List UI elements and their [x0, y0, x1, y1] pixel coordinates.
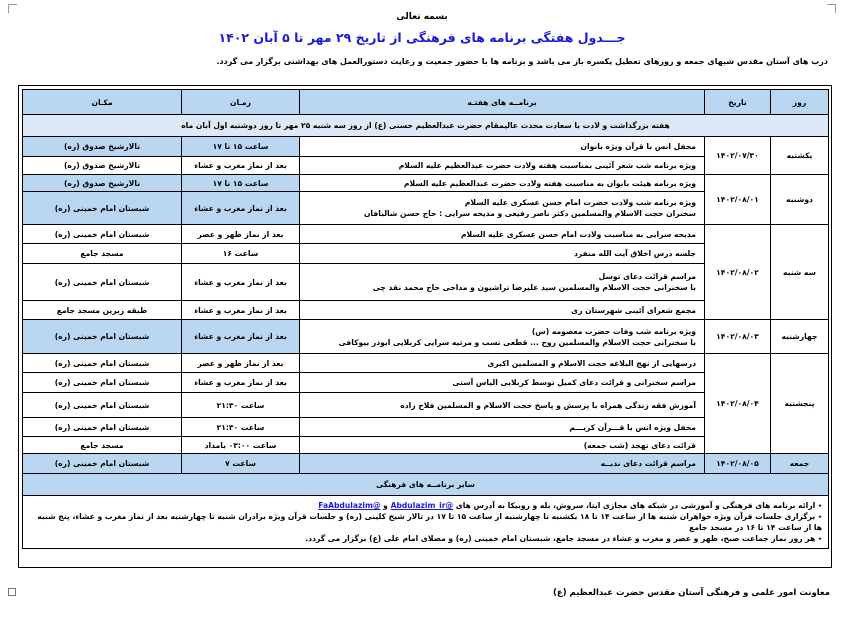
program-cell: مدیحه سرایی به مناسبت ولادت امام حسن عسکری علیه السلام — [300, 225, 705, 244]
day-cell: جمعه — [771, 454, 829, 474]
place-cell: مسجد جامع — [23, 437, 182, 454]
program-cell: محفل ویژه انس با قـــرآن کریـــم — [300, 418, 705, 437]
day-cell: دوشنبه — [771, 175, 829, 225]
time-cell: بعد از نماز مغرب و عشاء — [182, 373, 300, 393]
column-header-program: برنامــه های هفتـه — [300, 90, 705, 115]
other-programs-title: سایر برنامــه های فرهنگی — [23, 474, 829, 496]
date-cell: ۱۴۰۲/۰۷/۳۰ — [705, 137, 771, 175]
program-cell: ویژه برنامه شب شعر آئینی بمناسبت هفته ولادت حضرت عبدالعظیم علیه السلام — [300, 157, 705, 175]
place-cell: مسجد جامع — [23, 244, 182, 264]
time-cell: بعد از نماز مغرب و عشاء — [182, 157, 300, 175]
time-cell: بعد از نماز مغرب و عشاء — [182, 320, 300, 354]
program-cell: جلسه درس اخلاق آیت الله منفرد — [300, 244, 705, 264]
footer-notes — [23, 496, 829, 549]
footer-note-3: ٭ هر روز نماز جماعت صبح، ظهر و عصر و مغرب و عشاء در مسجد جامع، شبستان امام خمینی (ره) و مصلای امام علی (ع) برگزار می گردد. — [305, 534, 822, 543]
table-row — [23, 225, 829, 244]
place-cell: شبستان امام خمینی (ره) — [23, 393, 182, 418]
table-row — [23, 354, 829, 373]
program-cell: مجمع شعرای آئینی شهرستان ری — [300, 301, 705, 320]
invocation: بسمه تعالی — [396, 12, 448, 22]
signature: معاونت امور علمی و فرهنگی آستان مقدس حضرت عبدالعظیم (ع) — [553, 588, 830, 598]
day-cell: سه شنبه — [771, 225, 829, 320]
column-header-time: زمـان — [182, 90, 300, 115]
place-cell: شبستان امام خمینی (ره) — [23, 418, 182, 437]
column-header-place: مکـان — [23, 90, 182, 115]
week-note: هفته بزرگداشت و لادت با سعادت محدث عالیمقام حضرت عبدالعظیم حسنی (ع) از روز سه شنبه ۲۵ مهر تا روز دوشنبه اول آبان ماه — [23, 115, 829, 137]
day-cell: چهارشنبه — [771, 320, 829, 354]
place-cell: طبقه زیرین مسجد جامع — [23, 301, 182, 320]
other-programs-row — [23, 474, 829, 496]
day-cell: یکشنبه — [771, 137, 829, 175]
place-cell: شبستان امام خمینی (ره) — [23, 373, 182, 393]
place-cell: شبستان امام خمینی (ره) — [23, 192, 182, 225]
time-cell: بعد از نماز مغرب و عشاء — [182, 301, 300, 320]
time-cell: ساعت ۱۶ — [182, 244, 300, 264]
table-row — [23, 320, 829, 354]
time-cell: بعد از نماز ظهر و عصر — [182, 225, 300, 244]
time-cell: ساعت ۱۵ تا ۱۷ — [182, 137, 300, 157]
place-cell: شبستان امام خمینی (ره) — [23, 320, 182, 354]
footer-notes-row — [23, 496, 829, 549]
time-cell: ساعت ۲۱:۳۰ — [182, 393, 300, 418]
time-cell: ساعت ۷ — [182, 454, 300, 474]
program-line: ویژه برنامه شب وفات حضرت معصومه (س) — [531, 326, 696, 336]
week-note-row — [23, 115, 829, 137]
table-row — [23, 175, 829, 192]
place-cell: شبستان امام خمینی (ره) — [23, 225, 182, 244]
program-cell: مراسم سخنرانی و قرائت دعای کمیل توسط کربلایی الیاس آستی — [300, 373, 705, 393]
program-cell — [300, 264, 705, 301]
page-title: جـــدول هفتگی برنامه های فرهنگی از تاریخ ۲۹ مهر تا ۵ آبان ۱۴۰۲ — [218, 30, 626, 45]
place-cell: تالارشیخ صدوق (ره) — [23, 157, 182, 175]
day-cell: پنجشنبه — [771, 354, 829, 454]
faabdulazim-link[interactable]: @FaAbdulazim — [318, 501, 381, 510]
place-cell: شبستان امام خمینی (ره) — [23, 354, 182, 373]
date-cell: ۱۴۰۲/۰۸/۰۱ — [705, 175, 771, 225]
crop-mark — [8, 588, 16, 596]
table-row — [23, 137, 829, 157]
column-header-day: روز — [771, 90, 829, 115]
date-cell: ۱۴۰۲/۰۸/۰۳ — [705, 320, 771, 354]
page-subtitle: درب های آستان مقدس شبهای جمعه و روزهای تعطیل یکسره باز می باشد و برنامه ها با حضور جمعیت و رعایت دستورالعمل های بهداشتی برگزار می گردد. — [216, 57, 828, 66]
program-cell: آموزش فقه زندگی همراه با پرسش و پاسخ حجت الاسلام و المسلمین فلاح زاده — [300, 393, 705, 418]
time-cell: بعد از نماز ظهر و عصر — [182, 354, 300, 373]
conjunction: و — [383, 501, 388, 510]
program-cell: درسهایی از نهج البلاغه حجت الاسلام و المسلمین اکبری — [300, 354, 705, 373]
date-cell: ۱۴۰۲/۰۸/۰۲ — [705, 225, 771, 320]
program-cell — [300, 192, 705, 225]
date-cell: ۱۴۰۲/۰۸/۰۵ — [705, 454, 771, 474]
time-cell: بعد از نماز مغرب و عشاء — [182, 192, 300, 225]
time-cell: ساعت ۰۳:۰۰ بامداد — [182, 437, 300, 454]
program-cell: محفل انس با قرآن ویژه بانوان — [300, 137, 705, 157]
program-line: با سخنرانی حجت الاسلام والمسلمین روح ... قطعی نسب و مرثیه سرایی کربلایی ابوذر بیوکافی — [338, 337, 696, 347]
program-cell — [300, 320, 705, 354]
abdulazim-link[interactable]: @Abdulazim_ir — [390, 501, 454, 510]
footer-note-1 — [29, 500, 822, 511]
program-line: مراسم قرائت دعای توسل — [598, 272, 696, 281]
program-cell: ویژه برنامه هیئت بانوان به مناسبت هفته ولادت حضرت عبدالعظیم علیه السلام — [300, 175, 705, 192]
time-cell: ساعت ۲۱:۳۰ — [182, 418, 300, 437]
program-line: با سخنرانی حجت الاسلام والمسلمین سید علیرضا تراشیون و مداحی حاج محمد نقد چی — [372, 283, 696, 292]
place-cell: تالارشیخ صدوق (ره) — [23, 137, 182, 157]
column-header-date: تاریخ — [705, 90, 771, 115]
program-cell: قرائت دعای تهجد (شب جمعه) — [300, 437, 705, 454]
program-line: سخنران حجت الاسلام والمسلمین دکتر ناصر رفیعی و مدیحه سرایی : حاج حسن شالبافان — [363, 209, 696, 218]
place-cell: شبستان امام خمینی (ره) — [23, 264, 182, 301]
program-line: ویژه برنامه شب ولادت حضرت امام حسن عسکری علیه السلام — [464, 198, 696, 207]
table-row — [23, 454, 829, 474]
place-cell: تالارشیخ صدوق (ره) — [23, 175, 182, 192]
time-cell: ساعت ۱۵ تا ۱۷ — [182, 175, 300, 192]
footer-note-2: ٭ برگزاری جلسات قرآن ویژه خواهران شنبه ها از ساعت ۱۴ تا ۱۸ یکشنبه تا چهارشنبه از ساعت ۱۵ تا ۱۷ در تالار شیخ کلینی (ره) و جلسات قرآن ویژه برادران شنبه تا چهارشنبه بعد از نماز مغرب و عشاء، پنج شنبه ها از ساعت ۱۴ تا ۱۶ در مسجد جامع — [37, 512, 822, 532]
footer-note-1-text: ٭ ارائه برنامه های فرهنگی و آموزشی در شبکه های مجازی ایتا، سروش، بله و روبیکا به آدرس های — [455, 501, 822, 510]
place-cell: شبستان امام خمینی (ره) — [23, 454, 182, 474]
table-header-row — [23, 90, 829, 115]
schedule-table — [22, 89, 829, 549]
time-cell: بعد از نماز مغرب و عشاء — [182, 264, 300, 301]
program-cell: مراسم قرائت دعای ندبــه — [300, 454, 705, 474]
date-cell: ۱۴۰۲/۰۸/۰۴ — [705, 354, 771, 454]
